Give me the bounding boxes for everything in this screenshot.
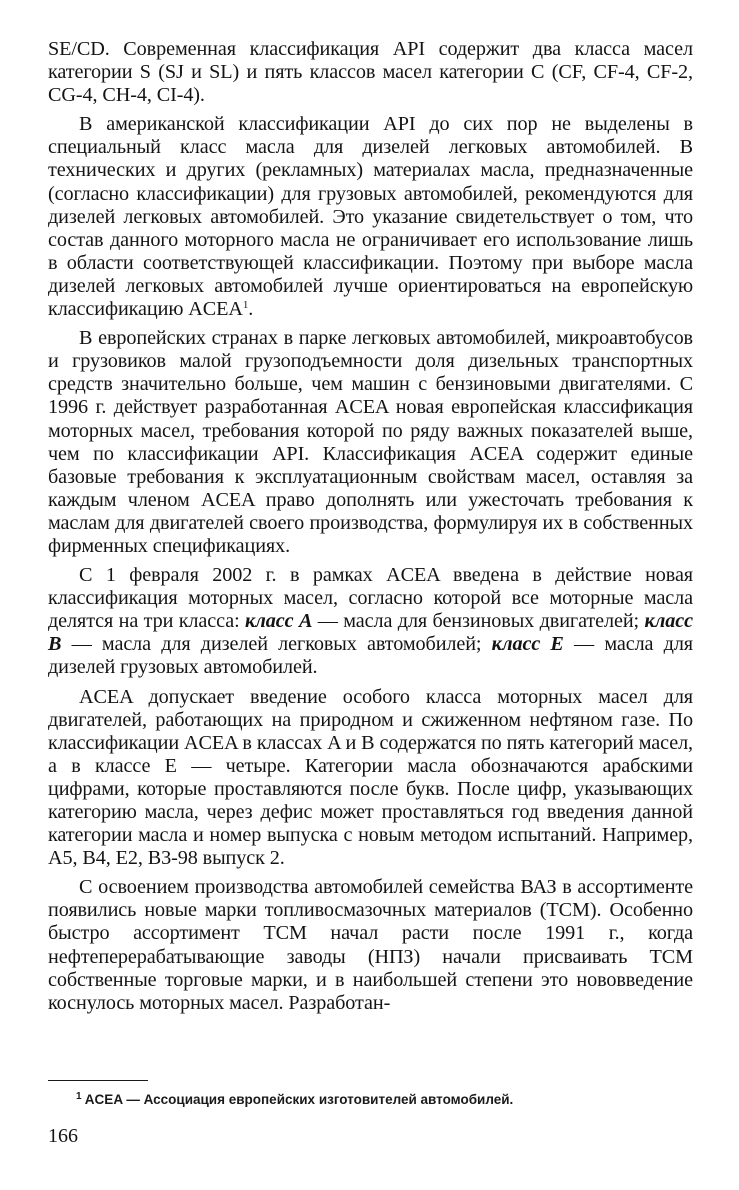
class-b-term: класс B bbox=[48, 610, 693, 656]
footnote-marker: 1 bbox=[76, 1091, 82, 1102]
footnote-text: ACEA — Ассоциация европейских изготовителей автомобилей. bbox=[81, 1092, 514, 1107]
paragraph-continuation: SE/CD. Современная классификация API содержит два класса масел категории S (SJ и SL) и пять классов масел категории C (CF, CF-4, CF-2, CG-4, CH-4, CI-4). bbox=[48, 38, 693, 107]
class-e-term: класс E bbox=[491, 633, 564, 656]
page-number: 166 bbox=[48, 1125, 78, 1147]
paragraph-acea-classes: С 1 февраля 2002 г. в рамках ACEA введена в действие новая классификация моторных масел, согласно которой все моторные масла делятся на три класса: класс A — масла для бензиновых двигателей; класс B — масла для дизелей легковых автомобилей; класс E — масла для дизелей грузовых автомобилей. bbox=[48, 564, 693, 679]
paragraph-european-fleet: В европейских странах в парке легковых автомобилей, микроавтобусов и грузовиков малой грузоподъемности доля дизельных транспортных средств значительно больше, чем машин с бензиновыми двигателями. С 1996 г. действует разработанная ACEA новая европейская классификация моторных масел, требования которой по ряду важных показателей выше, чем по классификации API. Классификация ACEA содержит единые базовые требования к эксплуатационным свойствам масел, оставляя за каждым членом ACEA право дополнять или ужесточать требования к маслам для двигателей своего производства, формулируя их в собственных фирменных спецификациях. bbox=[48, 327, 693, 557]
body-text bbox=[48, 38, 693, 1015]
paragraph-acea-categories: ACEA допускает введение особого класса моторных масел для двигателей, работающих на природном и сжиженном нефтяном газе. По классификации ACEA в классах A и B содержатся по пять категорий масел, а в классе E — четыре. Категории масла обозначаются арабскими цифрами, которые проставляются после букв. После цифр, указывающих категорию масла, через дефис может проставляться год введения данной категории масла и номер выпуска с новым методом испытаний. Например, A5, B4, E2, B3-98 выпуск 2. bbox=[48, 685, 693, 870]
class-a-term: класс A bbox=[245, 610, 313, 633]
footnote bbox=[76, 1091, 513, 1109]
footnote-reference: 1 bbox=[242, 299, 249, 312]
footnote-divider bbox=[48, 1080, 148, 1081]
paragraph-api-diesel: В американской классификации API до сих пор не выделены в специальный класс масла для дизелей легковых автомобилей. В технических и других (рекламных) материалах масла, предназначенные (согласно классификации) для грузовых автомобилей, рекомендуются для дизелей легковых автомобилей. Это указание свидетельствует о том, что состав данного моторного масла не ограничивает его использование лишь в области соответствующей классификации. Поэтому при выборе масла дизелей легковых автомобилей лучше ориентироваться на европейскую классификацию ACEA$^1$. bbox=[48, 113, 693, 321]
paragraph-vaz-assortment: С освоением производства автомобилей семейства ВАЗ в ассортименте появились новые марки топливосмазочных материалов (ТСМ). Особенно быстро ассортимент ТСМ начал расти после 1991 г., когда нефтеперерабатывающие заводы (НПЗ) начали присваивать ТСМ собственные торговые марки, и в наибольшей степени это нововведение коснулось моторных масел. Разработан- bbox=[48, 876, 693, 1014]
